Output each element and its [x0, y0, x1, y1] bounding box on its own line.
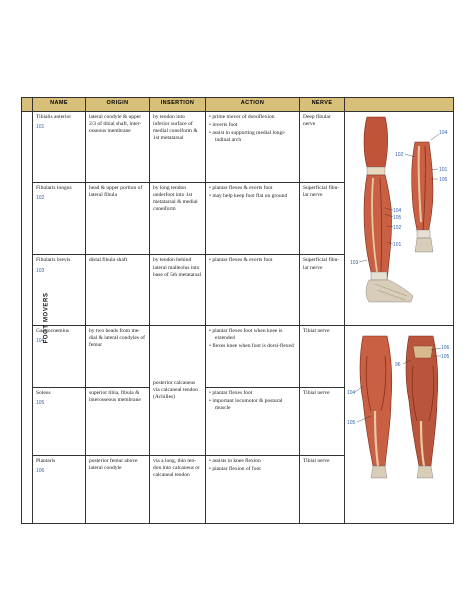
action-item: • prime mover of dorsiflexion — [209, 114, 296, 121]
anterior-leg-illustration — [345, 112, 453, 322]
action-item: • plantar flexes foot — [209, 390, 296, 397]
figure-label: 101 — [393, 242, 402, 248]
nerve-cell: Tibial nerve — [300, 326, 345, 388]
muscle-name-cell — [33, 456, 86, 524]
action-item: • assists in knee flexion — [209, 458, 296, 465]
figure-label: 102 — [395, 152, 404, 158]
origin-cell: posterior femur above lateral condyle — [86, 456, 150, 524]
figure-label: 102 — [393, 225, 402, 231]
posterior-leg-right — [406, 336, 438, 478]
nerve-cell: Deep fibular nerve — [300, 112, 345, 183]
muscle-number: 105 — [36, 400, 45, 407]
action-item: • flexes knee when foot is dorsi-flexed — [209, 343, 296, 350]
muscle-name: Tibialis anterior — [36, 114, 72, 120]
origin-cell: head & upper portion of lateral fibula — [86, 182, 150, 255]
muscle-number: 101 — [36, 124, 45, 131]
group-label: FOOT MOVERS — [43, 292, 50, 344]
figure-label: 103 — [350, 260, 359, 266]
posterior-leg-illustration — [345, 326, 453, 516]
shared-insertion-cell: posterior calcaneus via calcaneal tendon (Achilles) — [150, 326, 206, 456]
action-cell — [206, 255, 300, 326]
leg-illustration-right — [412, 142, 433, 252]
muscle-name-cell — [33, 388, 86, 456]
figure-label: 105 — [439, 177, 448, 183]
nerve-cell: Tibial nerve — [300, 388, 345, 456]
origin-cell: lateral condyle & upper 2/3 of tibial shaft, inter-osseous membrane — [86, 112, 150, 183]
header-origin: ORIGIN — [86, 98, 150, 112]
header-row — [22, 98, 454, 112]
figure-label: 105 — [393, 215, 402, 221]
action-cell — [206, 456, 300, 524]
action-item: • plantar flexes & everts foot — [209, 185, 296, 192]
muscle-number: 106 — [36, 468, 45, 475]
leg-illustration-left — [364, 117, 413, 302]
nerve-cell: Tibial nerve — [300, 456, 345, 524]
insertion-cell: by tendon into inferior surface of medial cuneiform & 1st metatarsal — [150, 112, 206, 183]
action-cell — [206, 182, 300, 255]
posterior-leg-left — [360, 336, 392, 478]
header-nerve: NERVE — [300, 98, 345, 112]
origin-cell: superior tibia, fibula & interosseous membrane — [86, 388, 150, 456]
muscle-table — [21, 97, 454, 524]
muscle-number: 104 — [36, 338, 45, 345]
nerve-cell: Superficial fibu-lar nerve — [300, 182, 345, 255]
action-item: • important locomotor & postural muscle — [209, 398, 296, 412]
muscle-name: Fibularis brevis — [36, 257, 71, 264]
nerve-cell: Superficial fibu-lar nerve — [300, 255, 345, 326]
action-item: • assist in supporting medial longi-tudinal arch — [209, 130, 296, 144]
table-row — [22, 326, 454, 388]
header-figure — [345, 98, 454, 112]
header-action: ACTION — [206, 98, 300, 112]
figure-label: 96 — [395, 362, 401, 369]
action-item: • plantar flexes & everts foot — [209, 257, 296, 264]
figure-label: 105 — [347, 420, 356, 427]
figure-label: 106 — [441, 345, 450, 352]
muscle-name-cell — [33, 326, 86, 388]
action-cell — [206, 112, 300, 183]
header-spacer — [22, 98, 33, 112]
figure-cell-posterior — [345, 326, 454, 524]
muscle-number: 102 — [36, 194, 45, 201]
table-row — [22, 112, 454, 183]
muscle-name-cell — [33, 255, 86, 326]
action-item: • plantar flexion of foot — [209, 466, 296, 473]
muscle-name-cell — [33, 182, 86, 255]
header-insertion: INSERTION — [150, 98, 206, 112]
header-name: NAME — [33, 98, 86, 112]
action-item: • plantar flexes foot when knee is extended — [209, 328, 296, 342]
muscle-name: Plantaris — [36, 458, 56, 465]
figure-label: 104 — [393, 208, 402, 214]
insertion-cell: via a long, thin ten-don into calcaneus or calcaneal tendon — [150, 456, 206, 524]
origin-cell: by two heads from me-dial & lateral condyles of femur — [86, 326, 150, 388]
insertion-cell: by long tendon underfoot into 1st metatarsal & medial cuneiform — [150, 182, 206, 255]
figure-label: 104 — [347, 390, 356, 397]
muscle-name: Soleus — [36, 390, 51, 397]
insertion-cell: by tendon behind lateral malleolus into base of 5th metatarsal — [150, 255, 206, 326]
figure-label: 104 — [439, 130, 448, 136]
figure-label: 105 — [441, 354, 450, 361]
action-cell — [206, 388, 300, 456]
figure-label: 101 — [439, 167, 448, 173]
muscle-name-cell — [33, 112, 86, 183]
action-item: • inverts foot — [209, 122, 296, 129]
muscle-name: Gastrocnemius — [36, 328, 69, 335]
origin-cell: distal fibula shaft — [86, 255, 150, 326]
action-cell — [206, 326, 300, 388]
muscle-name: Fibularis longus — [36, 184, 72, 191]
action-item: • may help keep foot flat on ground — [209, 193, 296, 200]
figure-cell-anterior — [345, 112, 454, 326]
muscle-number: 103 — [36, 267, 45, 274]
